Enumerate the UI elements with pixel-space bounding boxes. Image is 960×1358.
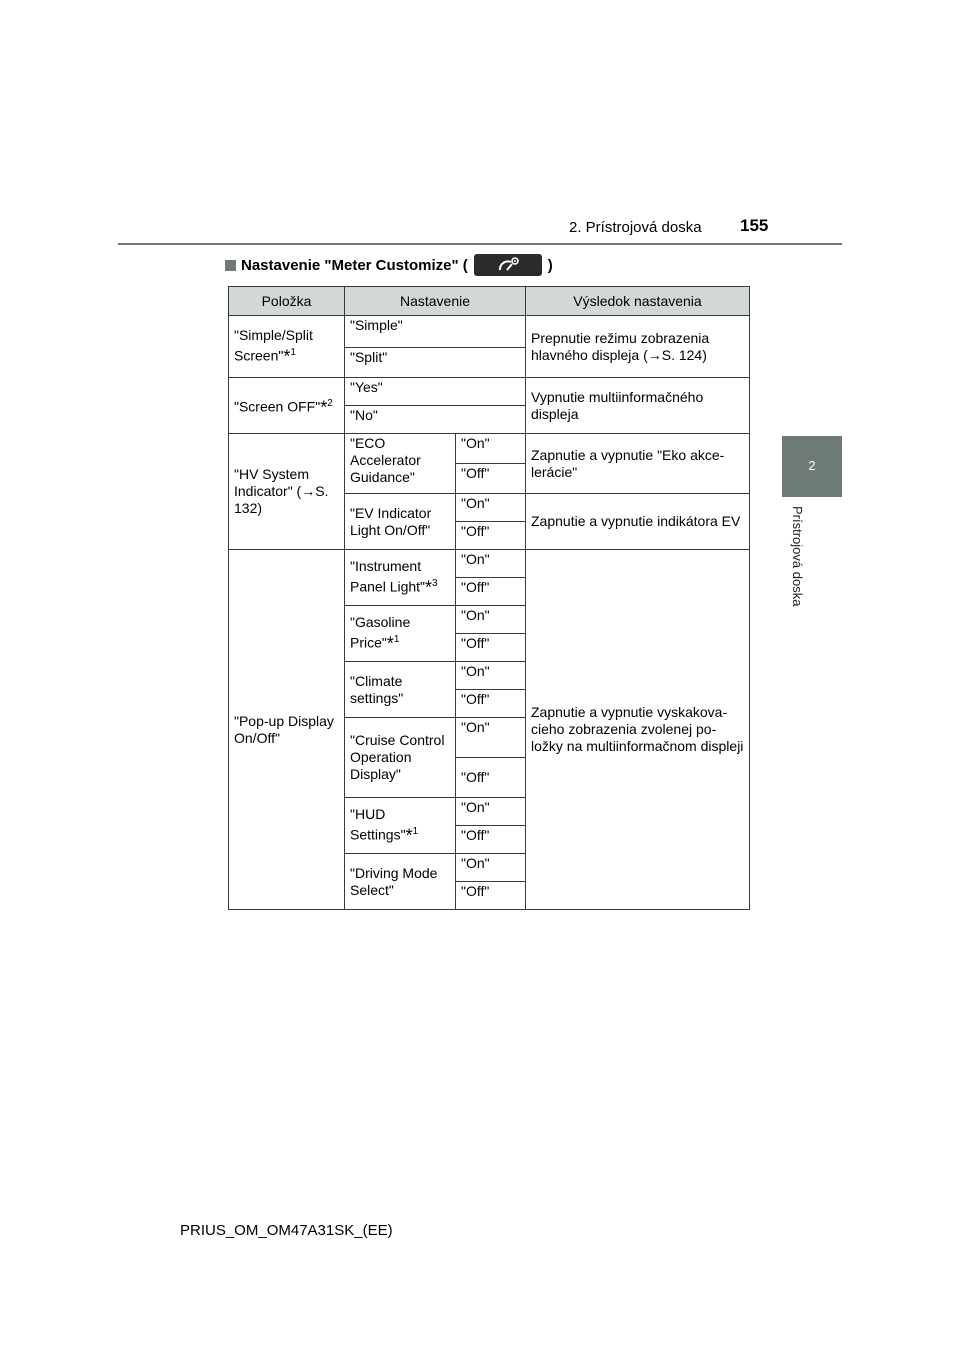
square-bullet-icon <box>225 260 236 271</box>
sub-item-cell: "HUD Settings"*$^1$ <box>345 798 456 854</box>
item-cell: "HV System Indicator" (→S. 132) <box>229 434 345 550</box>
sub-item-cell: "Cruise Control Operation Display" <box>345 718 456 798</box>
setting-cell: "On" <box>456 494 526 522</box>
column-header: Nastavenie <box>345 287 526 316</box>
item-cell: "Simple/Split Screen"*$^1$ <box>229 316 345 378</box>
section-title-suffix: ) <box>547 256 553 274</box>
setting-cell: "On" <box>456 798 526 826</box>
footnote-ref: 1 <box>412 826 419 838</box>
chapter-tab-rule <box>782 495 842 497</box>
table-row <box>229 434 750 464</box>
item-cell: "Screen OFF"*$^2$ <box>229 378 345 434</box>
document-id: PRIUS_OM_OM47A31SK_(EE) <box>180 1222 393 1239</box>
setting-cell: "Off" <box>456 690 526 718</box>
footnote-ref: 1 <box>393 634 400 646</box>
footnote-ref: 3 <box>432 578 438 590</box>
sub-item-cell: "Instrument Panel Light"*$^3$ <box>345 550 456 606</box>
setting-cell: "On" <box>456 606 526 634</box>
footnote-ref: 2 <box>327 397 333 409</box>
section-title-prefix: Nastavenie "Meter Customize" ( <box>241 256 468 274</box>
setting-cell: "Off" <box>456 634 526 662</box>
column-header: Položka <box>229 287 345 316</box>
setting-cell: "On" <box>456 434 526 464</box>
sub-item-cell: "Gasoline Price"*$^1$ <box>345 606 456 662</box>
setting-cell: "Off" <box>456 578 526 606</box>
setting-cell: "No" <box>345 406 526 434</box>
result-cell: Zapnutie a vypnutie indikátora EV <box>526 494 750 550</box>
gauge-settings-icon <box>474 254 542 276</box>
item-cell: "Pop-up Display On/Off" <box>229 550 345 910</box>
sub-item-cell: "Climate settings" <box>345 662 456 718</box>
chapter-tab[interactable] <box>782 436 842 495</box>
setting-cell: "On" <box>456 662 526 690</box>
setting-cell: "Off" <box>456 758 526 798</box>
setting-cell: "Yes" <box>345 378 526 406</box>
table-header-row <box>229 287 750 316</box>
page-number: 155 <box>740 216 769 235</box>
result-cell: Zapnutie a vypnutie "Eko akce-lerácie" <box>526 434 750 494</box>
sub-item-cell: "ECO Accelerator Guidance" <box>345 434 456 494</box>
footnote-ref: 1 <box>290 347 296 359</box>
sub-item-cell: "EV Indicator Light On/Off" <box>345 494 456 550</box>
result-cell: Zapnutie a vypnutie vyskakova-cieho zobrazenia zvolenej po-ložky na multiinformačnom displeji <box>526 550 750 910</box>
section-heading <box>225 254 553 276</box>
running-header: 2. Prístrojová doska <box>569 219 702 236</box>
result-cell: Vypnutie multiinformačného displeja <box>526 378 750 434</box>
setting-cell: "On" <box>456 854 526 882</box>
result-cell: Prepnutie režimu zobrazenia hlavného displeja (→S. 124) <box>526 316 750 378</box>
setting-cell: "Off" <box>456 826 526 854</box>
table-row <box>229 550 750 578</box>
sub-item-cell: "Driving Mode Select" <box>345 854 456 910</box>
chapter-number: 2 <box>808 458 816 473</box>
header-rule <box>118 243 842 245</box>
table-row <box>229 316 750 348</box>
column-header: Výsledok nastavenia <box>526 287 750 316</box>
setting-cell: "Split" <box>345 348 526 378</box>
setting-cell: "Off" <box>456 882 526 910</box>
setting-cell: "Off" <box>456 522 526 550</box>
setting-cell: "On" <box>456 550 526 578</box>
chapter-label: Prístrojová doska <box>790 506 805 607</box>
settings-table <box>228 286 750 910</box>
setting-cell: "Simple" <box>345 316 526 348</box>
table-row <box>229 378 750 406</box>
setting-cell: "Off" <box>456 464 526 494</box>
setting-cell: "On" <box>456 718 526 758</box>
